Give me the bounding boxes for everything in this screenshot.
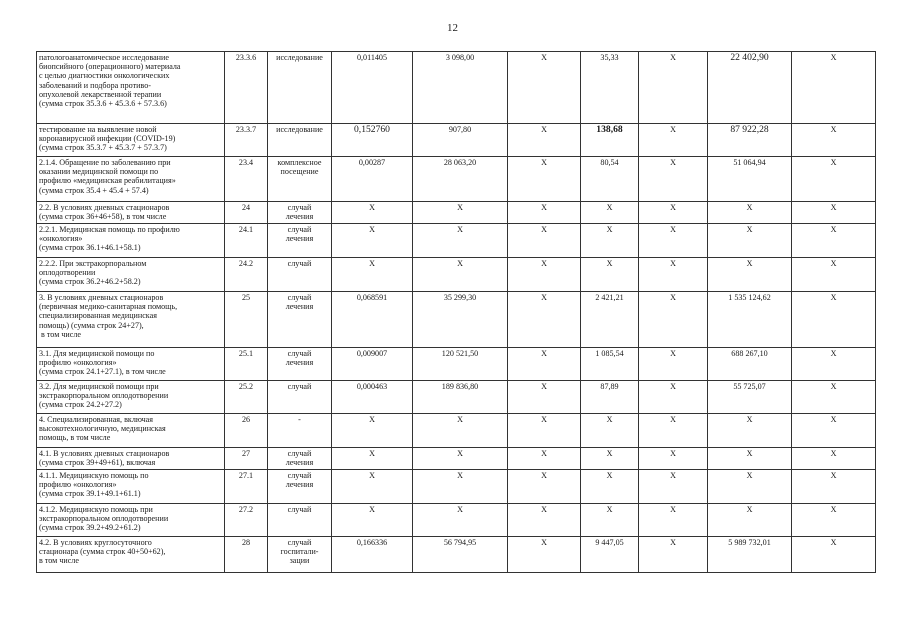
row-name-line: специализированная медицинская [39,311,157,321]
cost-norm: X [413,448,508,470]
value-col-6: X [508,537,581,573]
unit-of-measure [268,348,332,381]
row-name-line: 4.1. В условиях дневных стационаров [39,449,170,458]
cost-norm: X [413,414,508,448]
value-col-9: 5 989 732,01 [708,537,792,573]
value-col-6: X [508,448,581,470]
row-number: 24 [225,202,268,224]
value-col-6: X [508,292,581,348]
unit-of-measure [268,258,332,292]
row-name [37,470,225,504]
value-col-8: X [639,504,708,537]
value-col-10: X [792,157,876,202]
row-name-line: 4. Специализированная, включая [39,415,153,424]
row-number: 24.1 [225,224,268,258]
row-name-line: (сумма строк 35.3.6 + 45.3.6 + 57.3.6) [39,99,167,109]
value-col-6: X [508,157,581,202]
value-col-8: X [639,224,708,258]
value-col-9: 688 267,10 [708,348,792,381]
value-col-6: X [508,52,581,124]
value-col-8: X [639,124,708,157]
value-col-10: X [792,504,876,537]
volume-norm: 0,166336 [332,537,413,573]
unit-of-measure-line: случай [287,538,312,547]
unit-of-measure-line: лечения [285,234,314,244]
unit-of-measure-line: - [298,415,301,424]
table-row [37,52,876,124]
unit-of-measure-line: случай [287,225,312,234]
value-col-10: X [792,537,876,573]
cost-norm: 120 521,50 [413,348,508,381]
unit-of-measure [268,224,332,258]
row-name-line: 2.2. В условиях дневных стационаров [39,203,170,212]
cost-norm: 35 299,30 [413,292,508,348]
value-col-7: 1 085,54 [581,348,639,381]
value-col-9: X [708,448,792,470]
row-name-line: высокотехнологичную, медицинская [39,424,166,434]
value-col-7: 9 447,05 [581,537,639,573]
row-name [37,52,225,124]
value-col-8: X [639,537,708,573]
value-col-10: X [792,224,876,258]
value-col-6: X [508,381,581,414]
table-row [37,224,876,258]
value-col-6: X [508,504,581,537]
value-col-7: X [581,414,639,448]
row-name-line: стационара (сумма строк 40+50+62), [39,547,166,557]
volume-norm: X [332,470,413,504]
row-number: 23.3.6 [225,52,268,124]
unit-of-measure-line: случай [287,293,312,302]
row-name-line: (сумма строк 35.3.7 + 45.3.7 + 57.3.7) [39,143,167,153]
unit-of-measure-line: зации [289,556,310,566]
value-col-10: X [792,202,876,224]
table-row [37,448,876,470]
value-col-7: X [581,224,639,258]
row-name-line: (сумма строк 36.1+46.1+58.1) [39,243,141,253]
volume-norm: X [332,414,413,448]
value-col-7: 2 421,21 [581,292,639,348]
value-col-7: X [581,448,639,470]
row-name [37,292,225,348]
unit-of-measure [268,381,332,414]
row-number: 25.1 [225,348,268,381]
unit-of-measure [268,202,332,224]
volume-norm: 0,00287 [332,157,413,202]
cost-norm: 3 098,00 [413,52,508,124]
value-col-7: 80,54 [581,157,639,202]
unit-of-measure-line: случай [287,449,312,458]
cost-norm: X [413,258,508,292]
unit-of-measure-line: случай [287,349,312,358]
value-col-10: X [792,292,876,348]
value-col-8: X [639,448,708,470]
unit-of-measure-line: лечения [285,302,314,312]
unit-of-measure-line: случай [287,382,312,391]
row-name-line: профилю «медицинская реабилитация» [39,176,176,186]
row-name [37,381,225,414]
row-number: 27.1 [225,470,268,504]
table-row [37,157,876,202]
row-name-line: 4.2. В условиях круглосуточного [39,538,152,547]
row-name [37,504,225,537]
row-name [37,258,225,292]
value-col-10: X [792,258,876,292]
cost-norm: 907,80 [413,124,508,157]
row-name-line: помощь, в том числе [39,433,111,443]
value-col-6: X [508,124,581,157]
page-number: 12 [447,22,458,34]
table-row [37,348,876,381]
row-name-line: с целью диагностики онкологических [39,71,170,81]
table-row [37,124,876,157]
value-col-9: 55 725,07 [708,381,792,414]
row-name-line: (сумма строк 35.4 + 45.4 + 57.4) [39,185,149,195]
value-col-9: X [708,258,792,292]
unit-of-measure-line: посещение [280,167,319,177]
cost-norm: X [413,224,508,258]
row-name-line: коронавирусной инфекции (COVID-19) [39,134,176,144]
row-name-line: (сумма строк 39.2+49.2+61.2) [39,523,141,533]
value-col-8: X [639,381,708,414]
row-name-line: (сумма строк 36.2+46.2+58.2) [39,277,141,287]
row-name-line: оплодотворении [39,268,96,278]
value-col-7: X [581,202,639,224]
row-name [37,124,225,157]
value-col-7: 35,33 [581,52,639,124]
row-name-line: экстракорпоральном оплодотворении [39,514,169,524]
unit-of-measure-line: лечения [285,480,314,490]
value-col-9: X [708,202,792,224]
row-name-line: (сумма строк 36+46+58), в том числе [39,212,167,222]
value-col-8: X [639,52,708,124]
row-name-line: биопсийного (операционного) материала [39,62,181,72]
unit-of-measure [268,470,332,504]
row-name-line: (сумма строк 24.1+27.1), в том числе [39,367,166,377]
unit-of-measure-line: госпитали- [280,547,319,557]
value-col-8: X [639,470,708,504]
unit-of-measure-line: исследование [276,125,323,134]
unit-of-measure-line: лечения [285,212,314,222]
table-row [37,202,876,224]
cost-norm: X [413,470,508,504]
row-name-line: 3.1. Для медицинской помощи по [39,349,155,358]
volume-norm: 0,000463 [332,381,413,414]
row-name [37,448,225,470]
row-number: 28 [225,537,268,573]
value-col-8: X [639,258,708,292]
volume-norm: X [332,448,413,470]
row-name-line: 3. В условиях дневных стационаров [39,293,164,302]
row-name-line: в том числе [39,329,81,339]
row-name-line: 2.2.1. Медицинская помощь по профилю [39,225,180,234]
row-name-line: профилю «онкология» [39,358,117,368]
row-name-line: в том числе [39,556,79,566]
row-number: 27.2 [225,504,268,537]
value-col-7: X [581,258,639,292]
value-col-10: X [792,448,876,470]
table-row [37,537,876,573]
unit-of-measure [268,124,332,157]
unit-of-measure [268,504,332,537]
tariff-table [36,51,876,573]
unit-of-measure-line: лечения [285,458,314,468]
volume-norm: 0,011405 [332,52,413,124]
unit-of-measure-line: случай [287,505,312,514]
volume-norm: 0,009007 [332,348,413,381]
table-row [37,292,876,348]
value-col-10: X [792,381,876,414]
unit-of-measure-line: исследование [276,53,323,62]
volume-norm: X [332,504,413,537]
value-col-8: X [639,348,708,381]
row-name-line: тестирование на выявление новой [39,125,157,134]
row-name-line: помощь) (сумма строк 24+27), [39,320,144,330]
row-name-line: 4.1.2. Медицинскую помощь при [39,505,153,514]
value-col-9: X [708,470,792,504]
cost-norm: X [413,504,508,537]
value-col-7: 138,68 [581,124,639,157]
cost-norm: 189 836,80 [413,381,508,414]
unit-of-measure-line: случай [287,471,312,480]
value-col-6: X [508,414,581,448]
unit-of-measure [268,448,332,470]
volume-norm: 0,068591 [332,292,413,348]
row-name-line: опухолевой лекарственной терапии [39,89,162,99]
volume-norm: X [332,224,413,258]
value-col-9: X [708,224,792,258]
table-row [37,381,876,414]
row-number: 27 [225,448,268,470]
row-name-line: (сумма строк 39+49+61), включая [39,458,156,468]
value-col-6: X [508,202,581,224]
row-name-line: (первичная медико-санитарная помощь, [39,302,178,312]
row-name-line: патологоанатомическое исследование [39,53,169,62]
unit-of-measure [268,537,332,573]
value-col-8: X [639,292,708,348]
value-col-8: X [639,157,708,202]
value-col-8: X [639,202,708,224]
table-row [37,504,876,537]
value-col-10: X [792,124,876,157]
unit-of-measure [268,52,332,124]
value-col-9: 22 402,90 [708,52,792,124]
value-col-9: X [708,504,792,537]
value-col-6: X [508,348,581,381]
row-number: 23.4 [225,157,268,202]
value-col-7: X [581,504,639,537]
row-name [37,202,225,224]
value-col-9: 51 064,94 [708,157,792,202]
row-name-line: «онкология» [39,234,83,244]
unit-of-measure [268,414,332,448]
row-name-line: профилю «онкология» [39,480,117,490]
unit-of-measure [268,292,332,348]
row-number: 26 [225,414,268,448]
value-col-10: X [792,52,876,124]
value-col-6: X [508,258,581,292]
value-col-8: X [639,414,708,448]
row-name [37,348,225,381]
row-name [37,537,225,573]
row-name [37,224,225,258]
volume-norm: 0,152760 [332,124,413,157]
volume-norm: X [332,258,413,292]
row-name-line: (сумма строк 39.1+49.1+61.1) [39,489,141,499]
unit-of-measure [268,157,332,202]
row-name-line: заболеваний и подбора противо- [39,80,151,90]
row-name [37,157,225,202]
cost-norm: X [413,202,508,224]
row-name-line: 4.1.1. Медицинскую помощь по [39,471,149,480]
value-col-10: X [792,470,876,504]
row-name-line: (сумма строк 24.2+27.2) [39,400,122,410]
cost-norm: 28 063,20 [413,157,508,202]
unit-of-measure-line: комплексное [277,158,322,167]
row-name-line: 2.1.4. Обращение по заболеванию при [39,158,171,167]
row-number: 25 [225,292,268,348]
unit-of-measure-line: лечения [285,358,314,368]
value-col-6: X [508,470,581,504]
table-row [37,470,876,504]
value-col-6: X [508,224,581,258]
value-col-10: X [792,414,876,448]
value-col-10: X [792,348,876,381]
value-col-7: 87,89 [581,381,639,414]
row-number: 23.3.7 [225,124,268,157]
row-name-line: 2.2.2. При экстракорпоральном [39,259,147,268]
table-row [37,414,876,448]
value-col-9: 1 535 124,62 [708,292,792,348]
unit-of-measure-line: случай [287,203,312,212]
value-col-9: 87 922,28 [708,124,792,157]
cost-norm: 56 794,95 [413,537,508,573]
unit-of-measure-line: случай [287,259,312,268]
row-name-line: 3.2. Для медицинской помощи при [39,382,159,391]
row-name [37,414,225,448]
value-col-7: X [581,470,639,504]
row-number: 24.2 [225,258,268,292]
row-number: 25.2 [225,381,268,414]
table-row [37,258,876,292]
row-name-line: оказании медицинской помощи по [39,167,159,177]
row-name-line: экстракорпоральном оплодотворении [39,391,169,401]
value-col-9: X [708,414,792,448]
volume-norm: X [332,202,413,224]
